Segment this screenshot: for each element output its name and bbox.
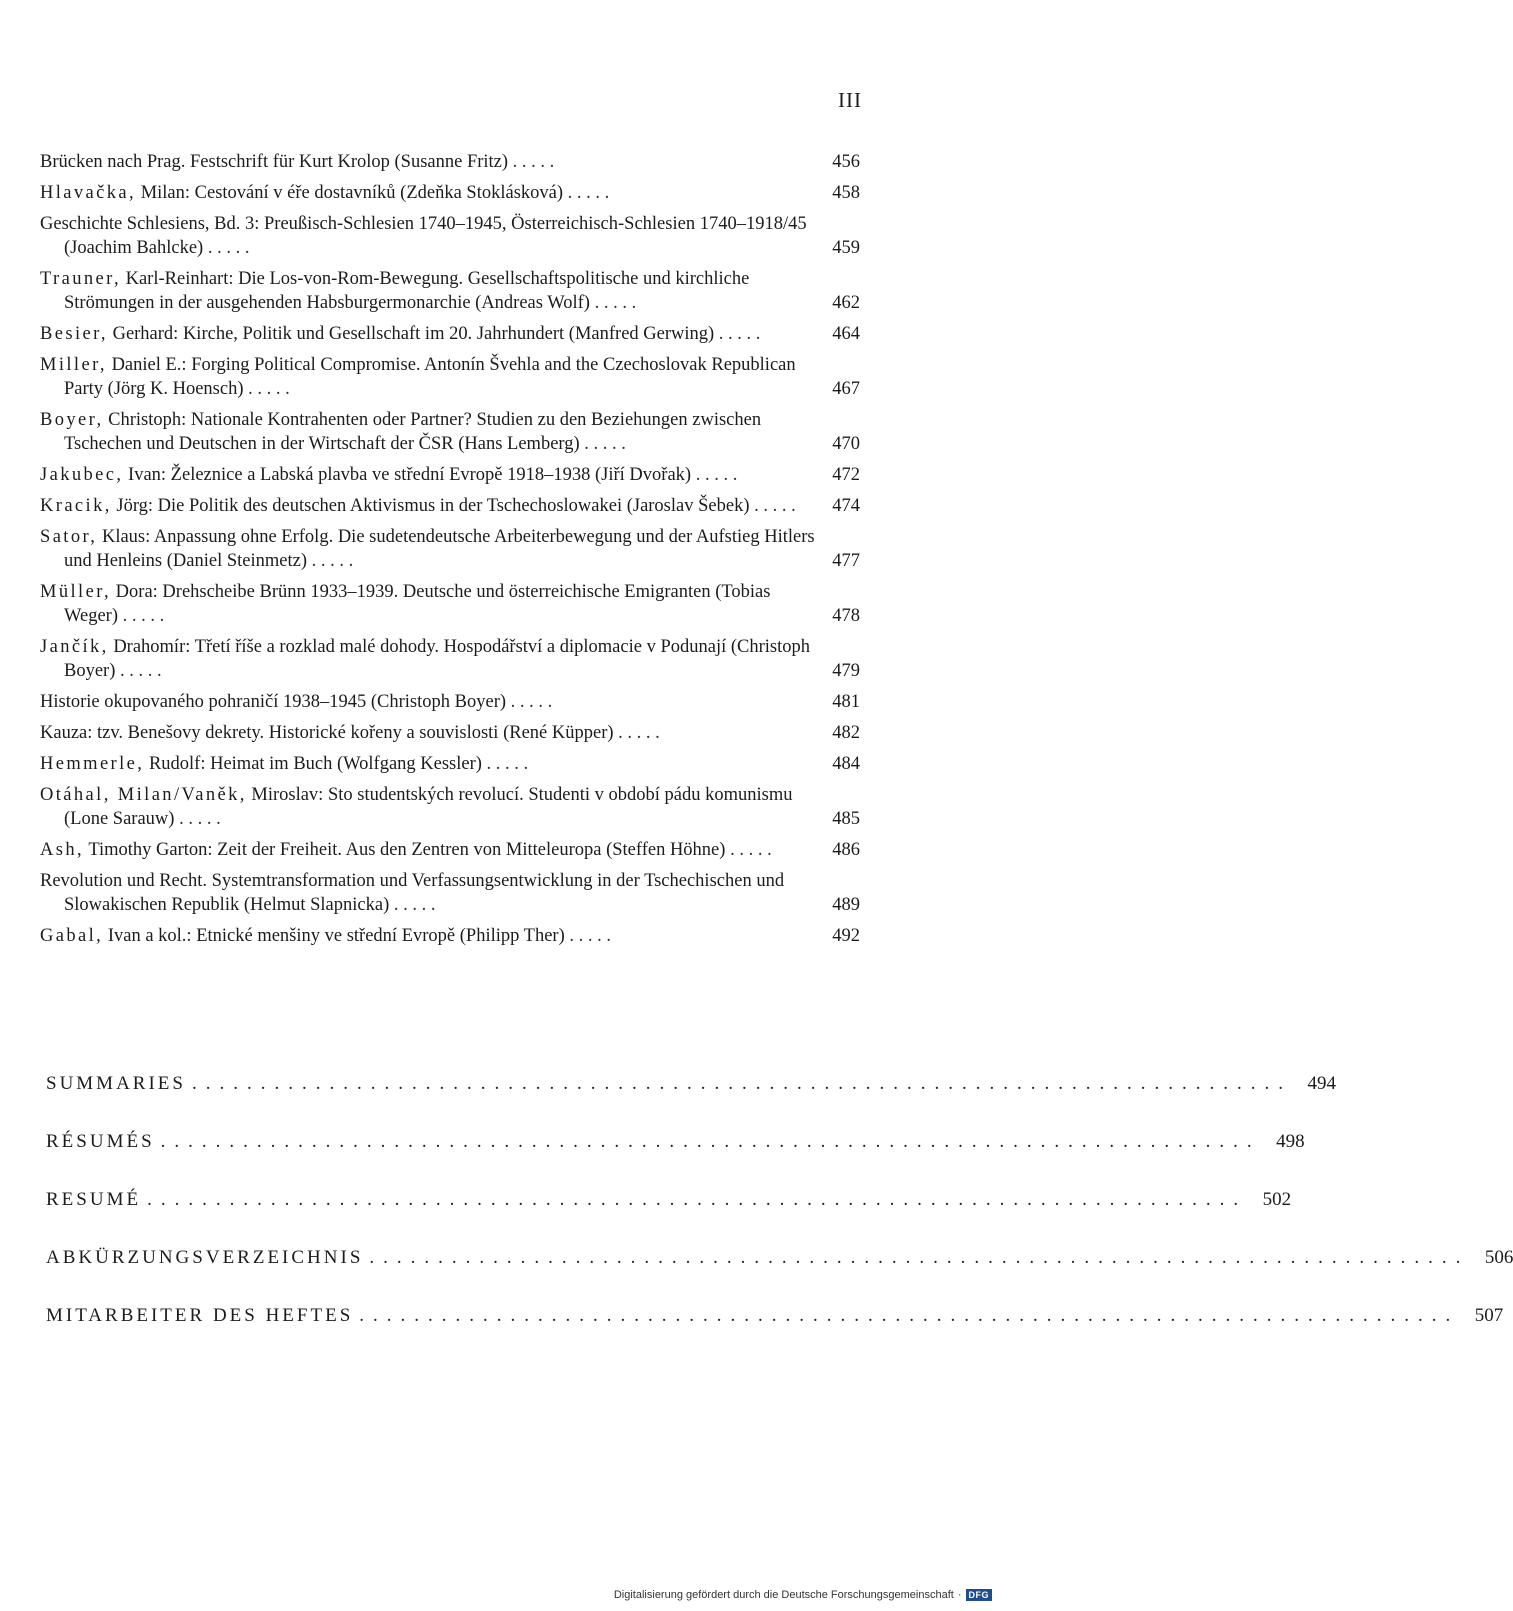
section-entry <box>46 1304 1504 1328</box>
dot-leader: . . . . . <box>725 840 772 860</box>
toc-entry-author: Kracik, <box>40 496 112 516</box>
dot-leader: . . . . . <box>749 496 796 516</box>
toc-entry <box>40 924 860 948</box>
toc-entry <box>40 580 860 628</box>
toc-entry-text <box>40 721 816 745</box>
table-of-contents <box>40 150 860 955</box>
toc-entry-title: Ivan a kol.: Etnické menšiny ve střední Evropě (Philipp Ther) <box>103 926 565 946</box>
dot-leader: . . . . . <box>481 754 529 774</box>
toc-entry-title: Historie okupovaného pohraničí 1938–1945 (Christoph Boyer) <box>40 692 507 712</box>
dot-leader: ................................................................................ <box>191 1073 1292 1094</box>
section-title: MITARBEITER DES HEFTES <box>46 1305 354 1326</box>
section-page: 494 <box>1307 1073 1336 1094</box>
section-page: 498 <box>1276 1131 1305 1152</box>
toc-entry-page: 481 <box>832 692 860 712</box>
dot-leader: ................................................................................ <box>160 1131 1261 1152</box>
toc-entry-author: Boyer, <box>40 410 104 430</box>
toc-entry-title: Rudolf: Heimat im Buch (Wolfgang Kessler) <box>144 754 482 774</box>
toc-entry-title: Klaus: Anpassung ohne Erfolg. Die sudetendeutsche Arbeiterbewegung und der Aufstieg Hitlers und Henleins (Daniel Steinmetz) <box>64 527 815 571</box>
dot-leader: . . . . . <box>243 379 290 399</box>
section-entry <box>46 1130 1305 1154</box>
dfg-logo-icon: DFG <box>966 1589 993 1601</box>
toc-entry <box>40 635 860 683</box>
toc-entry-text <box>40 690 816 714</box>
toc-entry-author: Gabal, <box>40 926 104 946</box>
toc-entry <box>40 181 860 205</box>
dot-leader: ................................................................................ <box>369 1247 1470 1268</box>
section-entry <box>46 1246 1513 1270</box>
toc-entry-author: Hlavačka, <box>40 183 137 203</box>
toc-entry-author: Hemmerle, <box>40 754 145 774</box>
toc-entry-author: Jakubec, <box>40 465 124 485</box>
toc-entry <box>40 150 860 174</box>
toc-entry-title: Milan: Cestování v éře dostavníků (Zdeňka Stoklásková) <box>136 183 564 203</box>
toc-entry <box>40 353 860 401</box>
toc-entry-text <box>40 408 816 456</box>
toc-entry-text <box>40 212 816 260</box>
toc-entry <box>40 783 860 831</box>
toc-entry <box>40 752 860 776</box>
dot-leader: . . . . . <box>115 661 162 681</box>
toc-entry-page: 478 <box>832 606 860 626</box>
back-matter-sections <box>46 1072 1513 1362</box>
toc-entry <box>40 212 860 260</box>
toc-entry <box>40 838 860 862</box>
toc-entry-page: 484 <box>832 754 860 774</box>
footer <box>614 1589 992 1601</box>
toc-entry-page: 489 <box>832 895 860 915</box>
toc-entry-text <box>40 635 816 683</box>
dot-leader: . . . . . <box>117 606 165 626</box>
toc-entry-page: 479 <box>832 661 860 681</box>
dot-leader: . . . . . <box>714 324 761 344</box>
toc-entry-title: Revolution und Recht. Systemtransformation und Verfassungsentwicklung in der Tschechischen und Slowakischen Republik (Helmut Slapnicka) <box>40 871 785 915</box>
section-title: ABKÜRZUNGSVERZEICHNIS <box>46 1247 364 1268</box>
toc-entry-text <box>40 869 816 917</box>
toc-entry-author: Sator, <box>40 527 98 547</box>
toc-entry-title: Geschichte Schlesiens, Bd. 3: Preußisch-Schlesien 1740–1945, Österreichisch-Schlesien 1740–1918/45 (Joachim Bahlcke) <box>40 214 807 258</box>
toc-entry <box>40 322 860 346</box>
toc-entry-page: 458 <box>832 183 860 203</box>
section-page: 507 <box>1474 1305 1504 1326</box>
toc-entry-page: 492 <box>832 926 860 946</box>
section-title: RÉSUMÉS <box>46 1131 155 1152</box>
toc-entry-author: Müller, <box>40 582 112 602</box>
toc-entry-text <box>40 783 816 831</box>
dot-leader: . . . . . <box>307 551 354 571</box>
toc-entry-text <box>40 267 816 315</box>
page-number: III <box>838 88 862 112</box>
toc-entry-title: Christoph: Nationale Kontrahenten oder Partner? Studien zu den Beziehungen zwischen Tschechen und Deutschen in der Wirtschaft der ČSR (Hans Lemberg) <box>64 410 762 454</box>
toc-entry <box>40 525 860 573</box>
dot-leader: . . . . . <box>564 926 611 946</box>
toc-entry-author: Jančík, <box>40 637 109 657</box>
dot-leader: . . . . . <box>508 152 555 172</box>
footer-text: Digitalisierung gefördert durch die Deutsche Forschungsgemeinschaft <box>613 1589 954 1601</box>
toc-entry <box>40 869 860 917</box>
toc-entry-title: Gerhard: Kirche, Politik und Gesellschaft im 20. Jahrhundert (Manfred Gerwing) <box>107 324 715 344</box>
toc-entry-text <box>40 924 816 948</box>
dot-leader: . . . . . <box>579 434 626 454</box>
toc-entry-title: Ivan: Železnice a Labská plavba ve střední Evropě 1918–1938 (Jiří Dvořak) <box>123 465 692 485</box>
section-title: SUMMARIES <box>46 1073 186 1094</box>
toc-entry-page: 456 <box>832 152 860 172</box>
toc-entry-text <box>40 150 816 174</box>
toc-entry-page: 462 <box>832 293 860 313</box>
dot-leader: . . . . . <box>203 238 250 258</box>
toc-entry-text <box>40 494 816 518</box>
toc-entry-text <box>40 353 816 401</box>
toc-entry-title: Drahomír: Třetí říše a rozklad malé dohody. Hospodářství a diplomacie v Podunají (Christoph Boyer) <box>64 637 810 681</box>
dot-leader: . . . . . <box>506 692 553 712</box>
toc-entry-title: Brücken nach Prag. Festschrift für Kurt Krolop (Susanne Fritz) <box>40 152 509 172</box>
toc-entry-title: Jörg: Die Politik des deutschen Aktivismus in der Tschechoslowakei (Jaroslav Šebek) <box>111 496 750 516</box>
toc-entry-page: 477 <box>832 551 860 571</box>
toc-entry-page: 486 <box>832 840 860 860</box>
dot-leader: . . . . . <box>563 183 610 203</box>
toc-entry-page: 474 <box>832 496 860 516</box>
toc-entry-text <box>40 838 816 862</box>
toc-entry <box>40 690 860 714</box>
toc-entry-title: Kauza: tzv. Benešovy dekrety. Historické kořeny a souvislosti (René Küpper) <box>40 723 614 743</box>
dot-leader: . . . . . <box>691 465 738 485</box>
toc-entry-text <box>40 580 816 628</box>
toc-entry-author: Trauner, <box>40 269 121 289</box>
section-page: 506 <box>1484 1247 1513 1268</box>
section-page: 502 <box>1262 1189 1292 1210</box>
section-entry <box>46 1072 1336 1096</box>
dot-leader: ................................................................................ <box>359 1305 1460 1326</box>
toc-entry-page: 464 <box>832 324 860 344</box>
dot-leader: . . . . . <box>174 809 221 829</box>
toc-entry-page: 470 <box>832 434 860 454</box>
toc-entry-title: Dora: Drehscheibe Brünn 1933–1939. Deutsche und österreichische Emigranten (Tobias Weger) <box>64 582 771 626</box>
toc-entry-text <box>40 463 816 487</box>
dot-leader: . . . . . <box>589 293 637 313</box>
toc-entry <box>40 463 860 487</box>
toc-entry-page: 472 <box>832 465 860 485</box>
dot-leader: . . . . . <box>613 723 660 743</box>
toc-entry-text <box>40 181 816 205</box>
toc-entry <box>40 408 860 456</box>
toc-entry-page: 485 <box>832 809 860 829</box>
dot-leader: . . . . . <box>389 895 436 915</box>
section-title: RESUMÉ <box>46 1189 142 1210</box>
toc-entry <box>40 494 860 518</box>
toc-entry-author: Otáhal, Milan/Vaněk, <box>40 785 247 805</box>
footer-separator: · <box>957 1589 962 1601</box>
toc-entry-title: Karl-Reinhart: Die Los-von-Rom-Bewegung. Gesellschaftspolitische und kirchliche Strömungen in der ausgehenden Habsburgermonarchie (Andreas Wolf) <box>64 269 750 313</box>
toc-entry-title: Timothy Garton: Zeit der Freiheit. Aus den Zentren von Mitteleuropa (Steffen Höhne) <box>84 840 726 860</box>
toc-entry-title: Daniel E.: Forging Political Compromise. Antonín Švehla and the Czechoslovak Republican Party (Jörg K. Hoensch) <box>64 355 796 399</box>
toc-entry-page: 482 <box>832 723 860 743</box>
dot-leader: ................................................................................ <box>147 1189 1248 1210</box>
toc-entry-page: 459 <box>832 238 860 258</box>
toc-entry-title: Miroslav: Sto studentských revolucí. Studenti v období pádu komunismu (Lone Sarauw) <box>64 785 793 829</box>
toc-entry-text <box>40 322 816 346</box>
toc-entry <box>40 267 860 315</box>
toc-entry-text <box>40 525 816 573</box>
toc-entry-author: Ash, <box>40 840 85 860</box>
toc-entry <box>40 721 860 745</box>
section-entry <box>46 1188 1292 1212</box>
toc-entry-text <box>40 752 816 776</box>
toc-entry-author: Besier, <box>40 324 108 344</box>
toc-entry-author: Miller, <box>40 355 107 375</box>
toc-entry-page: 467 <box>832 379 860 399</box>
